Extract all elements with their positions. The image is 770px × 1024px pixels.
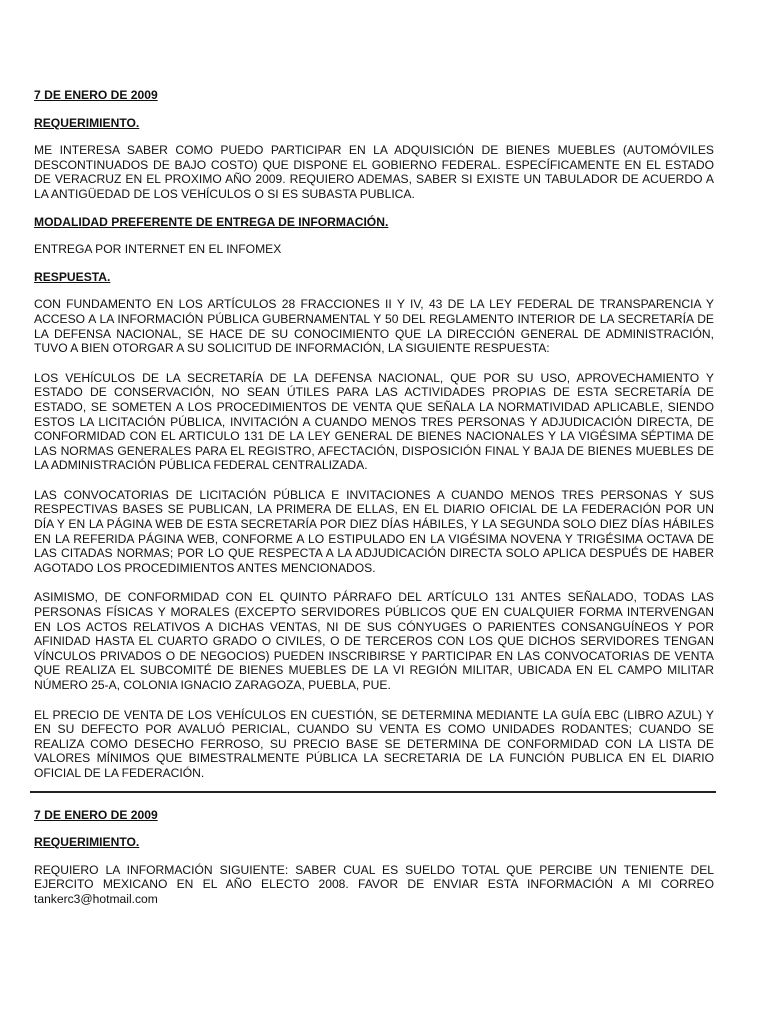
entry-2 (34, 808, 714, 907)
response-heading: RESPUESTA. (34, 269, 111, 284)
document-page (34, 88, 714, 907)
response-paragraph: ASIMISMO, DE CONFORMIDAD CON EL QUINTO PÁRRAFO DEL ARTÍCULO 131 ANTES SEÑALADO, TODAS LAS PERSONAS FÍSICAS Y MORALES (EXCEPTO SERVIDORES PÚBLICOS QUE EN CUALQUIER FORMA INTERVENGAN EN LOS ACTOS RELATIVOS A DICHAS VENTAS, NI DE SUS CÓNYUGES O PARIENTES CONSANGUÍNEOS Y POR AFINIDAD HASTA EL CUARTO GRADO O CIVILES, O DE TERCEROS CON LOS QUE DICHOS SERVIDORES TENGAN VÍNCULOS PRIVADOS O DE NEGOCIOS) PUEDEN INSCRIBIRSE Y PARTICIPAR EN LAS CONVOCATORIAS DE VENTA QUE REALIZA EL SUBCOMITÉ DE BIENES MUEBLES DE LA VI REGIÓN MILITAR, UBICADA EN EL CAMPO MILITAR NÚMERO 25-A, COLONIA IGNACIO ZARAGOZA, PUEBLA, PUE. (34, 590, 714, 692)
request-text: REQUIERO LA INFORMACIÓN SIGUIENTE: SABER CUAL ES SUELDO TOTAL QUE PERCIBE UN TENIENTE DEL EJERCITO MEXICANO EN EL AÑO ELECTO 2008. FAVOR DE ENVIAR ESTA INFORMACIÓN A MI CORREO tankerc3@hotmail.com (34, 862, 714, 906)
response-paragraph: EL PRECIO DE VENTA DE LOS VEHÍCULOS EN CUESTIÓN, SE DETERMINA MEDIANTE LA GUÍA EBC (LIBRO AZUL) Y EN SU DEFECTO POR AVALUÓ PERICIAL, CUANDO SU VENTA ES COMO UNIDADES RODANTES; CUANDO SE REALIZA COMO DESECHO FERROSO, SU PRECIO BASE SE DETERMINA DE CONFORMIDAD CON LA LISTA DE VALORES MÍNIMOS QUE BIMESTRALMENTE PÚBLICA LA SECRETARIA DE LA FUNCIÓN PUBLICA EN EL DIARIO OFICIAL DE LA FEDERACIÓN. (34, 707, 714, 780)
request-heading: REQUERIMIENTO. (34, 835, 140, 850)
entry-date: 7 DE ENERO DE 2009 (34, 807, 158, 822)
request-text: ME INTERESA SABER COMO PUEDO PARTICIPAR EN LA ADQUISICIÓN DE BIENES MUEBLES (AUTOMÓVILES DESCONTINUADOS DE BAJO COSTO) QUE DISPONE EL GOBIERNO FEDERAL. ESPECÍFICAMENTE EN EL ESTADO DE VERACRUZ EN EL PROXIMO AÑO 2009. REQUIERO ADEMAS, SABER SI EXISTE UN TABULADOR DE ACUERDO A LA ANTIGÜEDAD DE LOS VEHÍCULOS O SI ES SUBASTA PUBLICA. (34, 143, 714, 201)
request-heading: REQUERIMIENTO. (34, 115, 140, 130)
entry-date: 7 DE ENERO DE 2009 (34, 88, 158, 102)
modality-text: ENTREGA POR INTERNET EN EL INFOMEX (34, 242, 282, 257)
modality-heading: MODALIDAD PREFERENTE DE ENTREGA DE INFORMACIÓN. (34, 214, 389, 229)
entry-1 (34, 88, 714, 781)
response-paragraph: CON FUNDAMENTO EN LOS ARTÍCULOS 28 FRACCIONES II Y IV, 43 DE LA LEY FEDERAL DE TRANSPARENCIA Y ACCESO A LA INFORMACIÓN PÚBLICA GUBERNAMENTAL Y 50 DEL REGLAMENTO INTERIOR DE LA SECRETARÍA DE LA DEFENSA NACIONAL, SE HACE DE SU CONOCIMIENTO QUE LA DIRECCIÓN GENERAL DE ADMINISTRACIÓN, TUVO A BIEN OTORGAR A SU SOLICITUD DE INFORMACIÓN, LA SIGUIENTE RESPUESTA: (34, 297, 714, 356)
response-paragraph: LAS CONVOCATORIAS DE LICITACIÓN PÚBLICA E INVITACIONES A CUANDO MENOS TRES PERSONAS Y SUS RESPECTIVAS BASES SE PUBLICAN, LA PRIMERA DE ELLAS, EN EL DIARIO OFICIAL DE LA FEDERACIÓN POR UN DÍA Y EN LA PÁGINA WEB DE ESTA SECRETARÍA POR DIEZ DÍAS HÁBILES, Y LA SEGUNDA SOLO DIEZ DÍAS HÁBILES EN LA REFERIDA PÁGINA WEB, CONFORME A LO ESTIPULADO EN LA VIGÉSIMA NOVENA Y TRIGÉSIMA OCTAVA DE LAS CITADAS NORMAS; POR LO QUE RESPECTA A LA ADJUDICACIÓN DIRECTA SOLO APLICA DESPUÉS DE HABER AGOTADO LOS PROCEDIMIENTOS ANTES MENCIONADOS. (34, 487, 714, 575)
response-paragraph: LOS VEHÍCULOS DE LA SECRETARÍA DE LA DEFENSA NACIONAL, QUE POR SU USO, APROVECHAMIENTO Y ESTADO DE CONSERVACIÓN, NO SEAN ÚTILES PARA LAS ACTIVIDADES PROPIAS DE ESTA SECRETARÍA DE ESTADO, SE SOMETEN A LOS PROCEDIMIENTOS DE VENTA QUE SEÑALA LA NORMATIVIDAD APLICABLE, SIENDO ESTOS LA LICITACIÓN PÚBLICA, INVITACIÓN A CUANDO MENOS TRES PERSONAS Y ADJUDICACIÓN DIRECTA, DE CONFORMIDAD CON EL ARTICULO 131 DE LA LEY GENERAL DE BIENES NACIONALES Y LA VIGÉSIMA SÉPTIMA DE LAS NORMAS GENERALES PARA EL REGISTRO, AFECTACIÓN, DISPOSICIÓN FINAL Y BAJA DE BIENES MUEBLES DE LA ADMINISTRACIÓN PÚBLICA FEDERAL CENTRALIZADA. (34, 370, 714, 473)
